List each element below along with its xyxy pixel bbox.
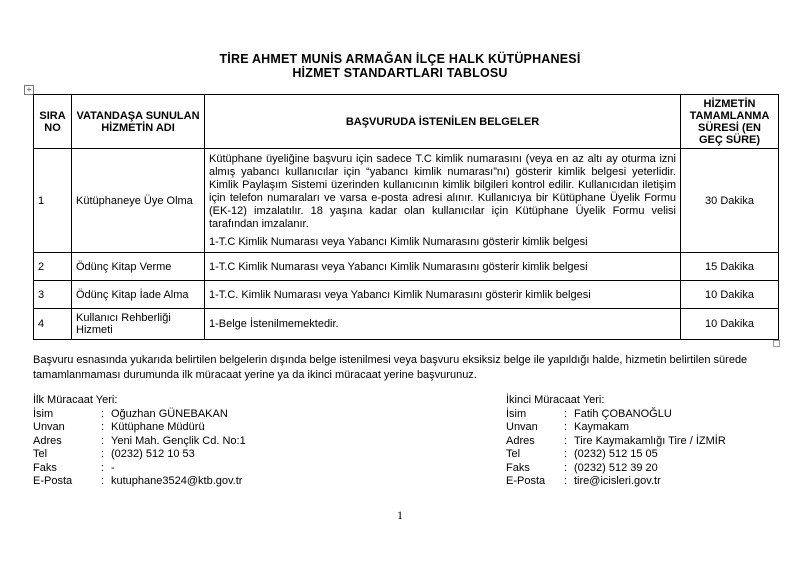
contact-row [506, 421, 726, 435]
separator: : [564, 448, 568, 460]
table-row [34, 281, 779, 309]
contact-row [33, 462, 246, 476]
header-duration: HİZMETİN TAMAMLANMA SÜRESİ (EN GEÇ SÜRE) [681, 95, 779, 149]
row-no: 4 [34, 309, 72, 340]
contact-email[interactable]: kutuphane3524@ktb.gov.tr [111, 475, 243, 487]
separator: : [564, 407, 568, 420]
row-documents: 1-T.C Kimlik Numarası veya Yabancı Kimlik Numarasını gösterir kimlik belgesi [205, 253, 681, 281]
separator: : [564, 421, 568, 433]
table-row [34, 309, 779, 340]
contact-email[interactable]: tire@icisleri.gov.tr [574, 475, 661, 487]
table-row [34, 253, 779, 281]
separator: : [564, 434, 568, 447]
move-handle-icon[interactable]: + [24, 85, 34, 95]
row-documents [205, 149, 681, 253]
contact-value: (0232) 512 10 53 [111, 448, 195, 460]
row-no: 3 [34, 281, 72, 309]
row-duration: 15 Dakika [681, 253, 779, 281]
separator: : [101, 434, 105, 447]
resize-handle-icon[interactable] [773, 340, 780, 347]
row-no: 1 [34, 149, 72, 253]
contact-label: İsim [33, 407, 54, 420]
document-title: TİRE AHMET MUNİS ARMAĞAN İLÇE HALK KÜTÜPHANESİ [219, 52, 581, 66]
separator: : [101, 407, 105, 420]
row-duration: 10 Dakika [681, 309, 779, 340]
first-contact-heading: İlk Müracaat Yeri: [33, 394, 118, 406]
contact-row [33, 475, 246, 489]
header-documents: BAŞVURUDA İSTENİLEN BELGELER [205, 95, 681, 149]
contact-label: Faks [506, 461, 530, 474]
contact-label: E-Posta [506, 475, 546, 487]
contact-value: Fatih ÇOBANOĞLU [574, 407, 672, 420]
page-number: 1 [397, 508, 403, 522]
contact-value: Kütüphane Müdürü [111, 421, 205, 433]
contact-row [506, 448, 726, 462]
row-duration: 30 Dakika [681, 149, 779, 253]
first-contact-block [33, 394, 246, 489]
contact-row [506, 462, 726, 476]
header-no: SIRA NO [34, 95, 72, 149]
contact-label: Unvan [33, 421, 65, 433]
separator: : [101, 421, 105, 433]
contact-value: - [111, 461, 115, 474]
header-service: VATANDAŞA SUNULAN HİZMETİN ADI [72, 95, 205, 149]
contact-label: İsim [506, 407, 527, 420]
contact-row [33, 421, 246, 435]
row-no: 2 [34, 253, 72, 281]
contact-row [506, 475, 726, 489]
contact-label: Tel [33, 448, 48, 460]
contact-label: Adres [506, 434, 535, 447]
contact-row [33, 448, 246, 462]
contact-label: Tel [506, 448, 521, 460]
row-documents: 1-T.C. Kimlik Numarası veya Yabancı Kimlik Numarasını gösterir kimlik belgesi [205, 281, 681, 309]
contact-value: Kaymakam [574, 421, 630, 433]
row-documents-text: Kütüphane üyeliğine başvuru için sadece T.C kimlik numarasını (veya en az altı ay oturma izni almış yabancı kullanıcılar için “yabancı kimlik numarası”nı) gösterir kimlik belgesi yeterlidir. Kimlik Paylaşım Sistemi üzerinden kullanıcının kimlik bilgileri kontrol edilir. Kullanıcıdan iletişim için telefon numaraları ve varsa e-posta adresi alınır. Kullanıcıya bir Kütüphane Üyelik Formu (EK-12) imzalatılır. 18 yaşına kadar olan kullanıcılar için Kütüphane Üyelik Formu velisi tarafından imzalanır. [209, 153, 676, 230]
contact-row [506, 408, 726, 422]
separator: : [101, 475, 105, 487]
contact-value: Yeni Mah. Gençlik Cd. No:1 [111, 434, 246, 447]
application-note: Başvuru esnasında yukarıda belirtilen belgelerin dışında belge istenilmesi veya başvuru eksiksiz belge ile yapıldığı halde, hizmetin belirtilen sürede tamamlanmaması durumunda ilk müracaat yerine ya da ikinci müracaat yerine başvurunuz. [33, 354, 748, 381]
contact-label: E-Posta [33, 475, 73, 487]
contact-value: Oğuzhan GÜNEBAKAN [111, 407, 228, 420]
separator: : [101, 461, 105, 474]
contact-row [33, 408, 246, 422]
row-documents-item: 1-T.C Kimlik Numarası veya Yabancı Kimlik Numarasını gösterir kimlik belgesi [209, 236, 588, 248]
document-subtitle: HİZMET STANDARTLARI TABLOSU [292, 66, 508, 80]
contact-label: Adres [33, 434, 62, 447]
contact-row [33, 435, 246, 449]
separator: : [564, 475, 568, 487]
row-service: Kullanıcı Rehberliği Hizmeti [72, 309, 205, 340]
row-service: Ödünç Kitap Verme [72, 253, 205, 281]
contact-label: Unvan [506, 421, 538, 433]
row-service: Kütüphaneye Üye Olma [72, 149, 205, 253]
contact-label: Faks [33, 461, 57, 474]
contact-row [506, 435, 726, 449]
row-duration: 10 Dakika [681, 281, 779, 309]
contact-value: Tire Kaymakamlığı Tire / İZMİR [574, 434, 726, 447]
second-contact-block [506, 394, 726, 489]
row-documents: 1-Belge İstenilmemektedir. [205, 309, 681, 340]
separator: : [101, 448, 105, 460]
row-service: Ödünç Kitap İade Alma [72, 281, 205, 309]
table-row [34, 149, 779, 253]
contact-value: (0232) 512 15 05 [574, 448, 658, 460]
contact-value: (0232) 512 39 20 [574, 461, 658, 474]
separator: : [564, 461, 568, 474]
table-header-row [34, 95, 779, 149]
service-standards-table [33, 94, 779, 340]
second-contact-heading: İkinci Müracaat Yeri: [506, 394, 605, 406]
